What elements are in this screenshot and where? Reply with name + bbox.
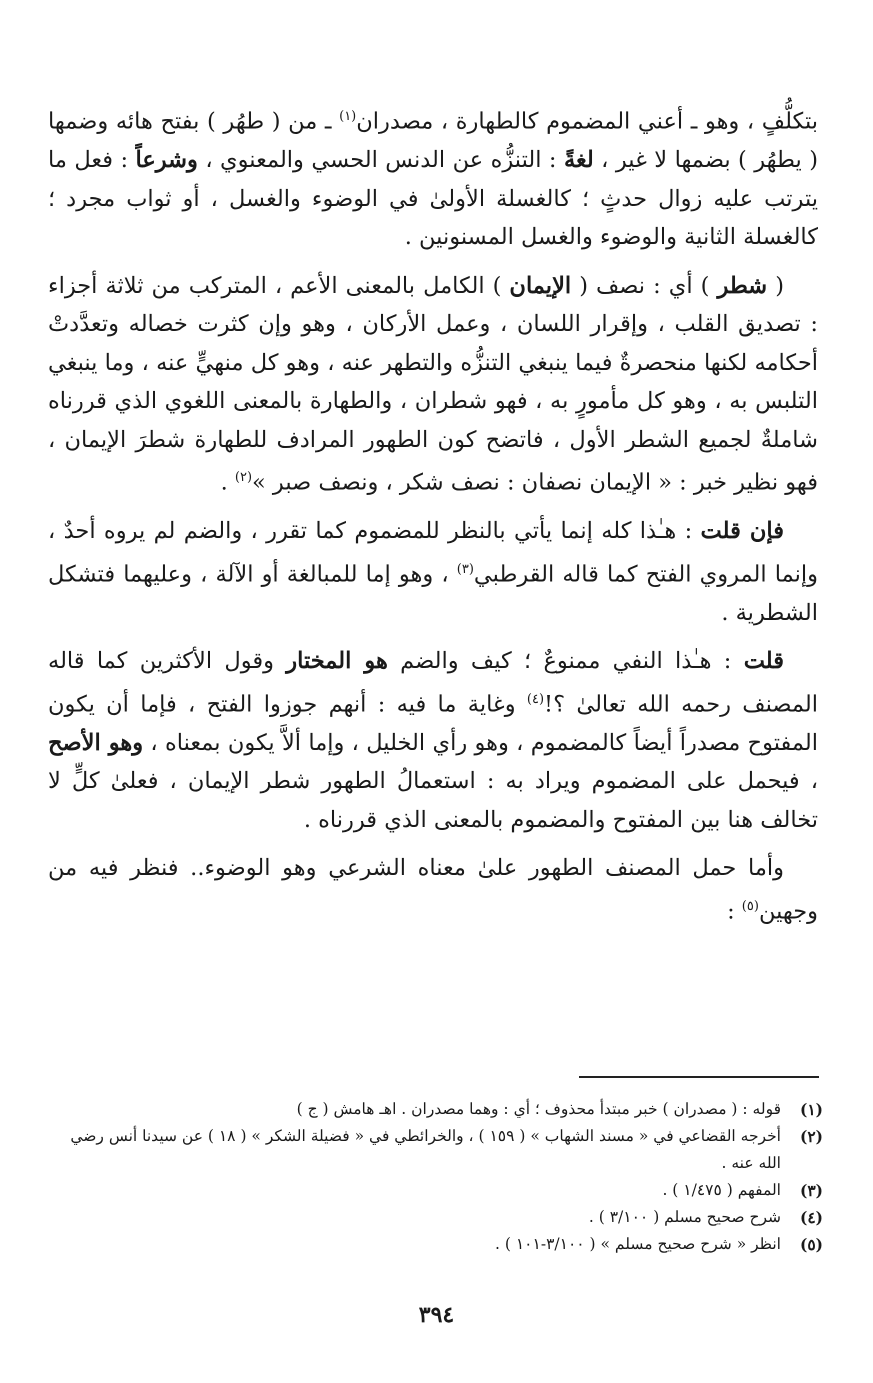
bold-term: فإن قلت (700, 518, 784, 544)
paragraph (48, 642, 818, 839)
footnote-ref: (٤) (526, 691, 545, 707)
footnote-number: (٤) (799, 1208, 823, 1227)
text-run: ـ من ( طهُر ) بفتح هائه وضمها ( يطهُر ) بضمها لا غير ، (48, 108, 818, 173)
footnote-number: (٣) (799, 1181, 823, 1200)
footnote-ref: (٥) (741, 898, 759, 914)
bold-term: وهو الأصح (48, 729, 144, 756)
text-run: ) الكامل بالمعنى الأعم ، المتركب من ثلاثة أجزاء : تصديق القلب ، وإقرار اللسان ، وعمل الأركان ، وهو وإن كثرت خصاله وتعدَّدتْ أحكامه لكنها منحصرةٌ فيما ينبغي التنزُّه والتطهر عنه ، وهو كل منهيٍّ عنه ، وما ينبغي التلبس به ، وهو كل مأمورٍ به ، فهو شطران ، والطهارة بالمعنى اللغوي الذي قررناه شاملةٌ لجميع الشطر الأول ، فاتضح كون الطهور المرادف للطهارة شطرَ الإيمان ، فهو نظير خبر : « الإيمان نصفان : نصف شكر ، ونصف صبر » (48, 272, 818, 496)
paragraph (48, 512, 818, 632)
text-run: وقول الأكثرين كما قاله المصنف رحمه الله تعالىٰ ؟! (48, 648, 819, 717)
text-run: بتكلُّفٍ ، وهو ـ أعني المضموم كالطهارة ، مصدران (356, 108, 818, 135)
text-run: ، فيحمل على المضموم ويراد به : استعمالُ الطهور شطر الإيمان ، فعلىٰ كلٍّ لا تخالف هنا بين المفتوح والمضموم بالمعنى الذي قررناه . (48, 768, 818, 833)
page-number: ٣٩٤ (418, 1302, 455, 1328)
bold-term: هو المختار (286, 648, 388, 674)
text-run: ، وهو إما للمبالغة أو الآلة ، وعليهما فتشكل الشطرية . (48, 561, 818, 626)
main-text (48, 98, 818, 931)
bold-term: شطر (717, 272, 768, 299)
footnote-number: (١) (799, 1100, 823, 1119)
footnotes (48, 1096, 823, 1258)
footnote-number: (٥) (799, 1235, 823, 1254)
paragraph (48, 98, 818, 257)
text-run: : (727, 898, 742, 924)
footnote (48, 1096, 823, 1123)
footnote-ref: (١) (339, 109, 357, 124)
text-run: : هـٰذا النفي ممنوعٌ ؛ كيف والضم (387, 648, 744, 674)
footnote-text: المفهم ( ١/٤٧٥ ) . (662, 1181, 781, 1199)
text-run: : هـٰذا كله إنما يأتي بالنظر للمضموم كما تقرر ، والضم لم يروه أحدٌ ، وإنما المروي الفتح كما قاله القرطبي (48, 518, 818, 587)
footnote (48, 1231, 823, 1258)
footnote (48, 1123, 823, 1177)
footnote-number: (٢) (799, 1127, 823, 1146)
text-run: : فعل ما يترتب عليه زوال حدثٍ ؛ كالغسلة الأولىٰ في الوضوء والغسل ، أو ثواب مجرد ؛ كالغسلة الثانية والوضوء والغسل المسنونين . (48, 147, 818, 250)
text-run: : التنزُّه عن الدنس الحسي والمعنوي ، (197, 147, 564, 173)
footnote-ref: (٣) (456, 561, 474, 577)
footnote-separator (579, 1076, 819, 1078)
bold-term: قلت (743, 648, 784, 674)
bold-term: الإيمان (509, 272, 572, 299)
text-run: ) أي : نصف ( (571, 272, 718, 299)
text-run: وأما حمل المصنف الطهور علىٰ معناه الشرعي وهو الوضوء.. فنظر فيه من وجهين (48, 855, 818, 924)
footnote-ref: (٢) (234, 470, 253, 485)
text-run: ( (767, 272, 784, 299)
text-run: . (220, 469, 235, 496)
bold-term: وشرعاً (135, 147, 198, 173)
footnote-text: شرح صحيح مسلم ( ٣/١٠٠ ) . (588, 1208, 781, 1226)
bold-term: لغةً (563, 147, 594, 173)
paragraph (48, 267, 818, 503)
text-run: وغاية ما فيه : أنهم جوزوا الفتح ، فإما أن يكون المفتوح مصدراً أيضاً كالمضموم ، وهو رأي الخليل ، وإما ألاَّ يكون بمعناه ، (48, 691, 818, 756)
paragraph (48, 849, 818, 931)
footnote-text: قوله : ( مصدران ) خبر مبتدأ محذوف ؛ أي : وهما مصدران . اهـ هامش ( ج ) (296, 1100, 781, 1118)
footnote (48, 1177, 823, 1204)
footnote-text: أخرجه القضاعي في « مسند الشهاب » ( ١٥٩ ) ، والخرائطي في « فضيلة الشكر » ( ١٨ ) عن سيدنا أنس رضي الله عنه . (70, 1127, 781, 1172)
footnote-text: انظر « شرح صحيح مسلم » ( ٣/١٠٠-١٠١ ) . (495, 1235, 781, 1253)
footnote (48, 1204, 823, 1231)
